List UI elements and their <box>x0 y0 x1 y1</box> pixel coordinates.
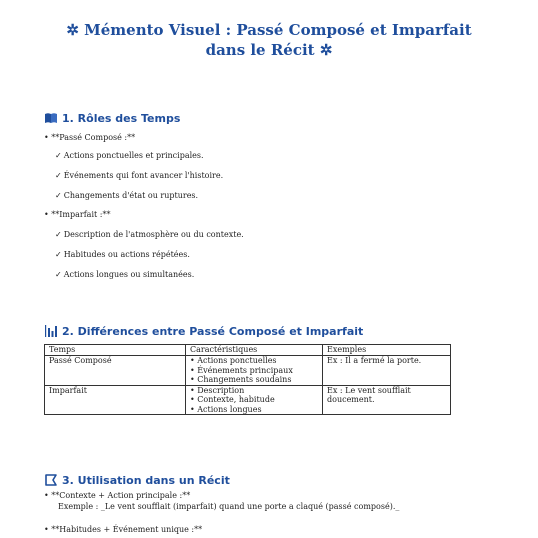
bar-chart-icon <box>44 325 58 337</box>
table-row <box>45 385 451 415</box>
list-item: ✓ Actions ponctuelles et principales. <box>55 151 204 160</box>
book-icon <box>44 112 58 124</box>
section-3-heading <box>44 474 230 488</box>
document-title <box>40 20 498 60</box>
section-1-heading <box>44 112 180 126</box>
checkmark-icon: ✓ <box>55 230 62 239</box>
imp-label: • **Imparfait :** <box>44 210 111 219</box>
list-item: ✓ Changements d'état ou ruptures. <box>55 191 199 200</box>
column-header: Temps <box>45 345 186 356</box>
table-cell: Ex : Le vent soufflait doucement. <box>323 385 451 415</box>
checkmark-icon: ✓ <box>55 191 62 200</box>
table-header-row <box>45 345 451 356</box>
comparison-table <box>44 344 451 415</box>
checkmark-icon: ✓ <box>55 151 62 160</box>
column-header: Exemples <box>323 345 451 356</box>
title-line-1: Mémento Visuel : Passé Composé et Imparfait <box>84 21 472 39</box>
star-icon: ✲ <box>66 21 79 39</box>
title-line-2: dans le Récit <box>205 41 315 59</box>
list-item: ✓ Description de l'atmosphère ou du contexte. <box>55 230 244 239</box>
table-cell: • Actions ponctuelles • Événements principaux • Changements soudains <box>186 356 323 386</box>
context-label: • **Contexte + Action principale :** <box>44 491 191 500</box>
checkmark-icon: ✓ <box>55 171 62 180</box>
checkmark-icon: ✓ <box>55 250 62 259</box>
checkmark-icon: ✓ <box>55 270 62 279</box>
table-cell: • Description • Contexte, habitude • Actions longues <box>186 385 323 415</box>
list-item: ✓ Actions longues ou simultanées. <box>55 270 195 279</box>
table-row <box>45 356 451 386</box>
pc-label: • **Passé Composé :** <box>44 133 136 142</box>
flag-icon <box>44 474 58 486</box>
section-2-heading <box>44 325 363 339</box>
star-icon: ✲ <box>319 41 333 59</box>
column-header: Caractéristiques <box>186 345 323 356</box>
section-1-title: 1. Rôles des Temps <box>62 112 181 125</box>
table-cell: Passé Composé <box>45 356 186 386</box>
table-cell: Imparfait <box>45 385 186 415</box>
list-item: ✓ Habitudes ou actions répétées. <box>55 250 190 259</box>
table-cell: Ex : Il a fermé la porte. <box>323 356 451 386</box>
section-2-title: 2. Différences entre Passé Composé et Imparfait <box>62 325 364 338</box>
list-item: ✓ Événements qui font avancer l'histoire. <box>55 171 224 180</box>
section-3-title: 3. Utilisation dans un Récit <box>62 474 230 487</box>
habits-label: • **Habitudes + Événement unique :** <box>44 525 203 534</box>
example-text: Exemple : _Le vent soufflait (imparfait) quand une porte a claqué (passé composé)._ <box>58 502 400 511</box>
